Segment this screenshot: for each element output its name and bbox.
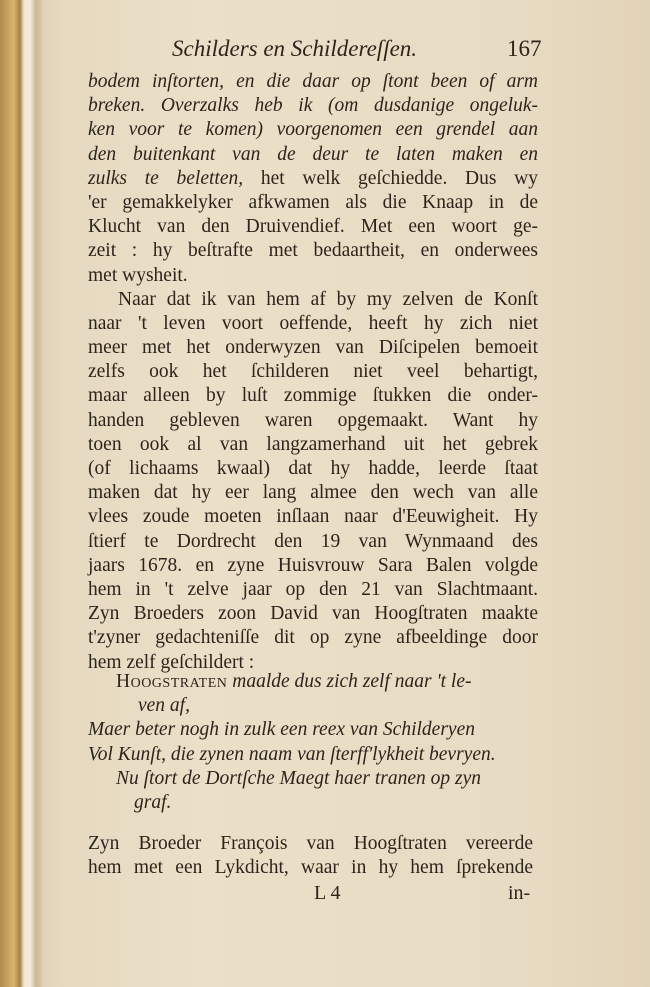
running-title: Schilders en Schildereſſen. — [172, 36, 418, 61]
epitaph-poem — [88, 670, 548, 815]
text-line: den buitenkant van de deur te laten maken en — [88, 143, 538, 165]
text-line — [88, 167, 538, 191]
text-line: t'zyner gedachteniſſe dit op zyne afbeeldinge door — [88, 627, 538, 649]
text-line: met wysheit. — [88, 264, 188, 286]
text-line: naar 't leven voort oeffende, heeft hy zich niet — [88, 312, 538, 334]
running-header — [172, 36, 552, 66]
text-line: hem in 't zelve jaar op den 21 van Slachtmaant. — [88, 578, 538, 600]
poem-line: Maer beter nogh in zulk een reex van Schilderyen — [88, 719, 475, 741]
italic-fragment: zulks te beletten, — [88, 167, 244, 189]
text-line: maar alleen by luſt zommige ſtukken die onder- — [88, 385, 538, 407]
text-line: breken. Overzalks heb ik (om dusdanige ongeluk- — [88, 95, 538, 117]
roman-fragment: het welk geſchiedde. Dus wy — [243, 167, 539, 189]
text-line: zeit : hy beſtrafte met bedaartheit, en onderwees — [88, 240, 538, 262]
poem-line-text: maalde dus zich zelf naar 't le- — [227, 671, 472, 692]
text-line: jaars 1678. en zyne Huisvrouw Sara Balen volgde — [88, 554, 538, 576]
text-line: Zyn Broeders zoon David van Hoogſtraten maakte — [88, 603, 538, 625]
book-spine-gutter — [0, 0, 42, 987]
text-line: toen ook al van langzamerhand uit het gebrek — [88, 433, 538, 455]
text-line: zelfs ook het ſchilderen niet veel behartigt, — [88, 361, 538, 383]
text-line: ken voor te komen) voorgenomen een grendel aan — [88, 119, 538, 141]
text-line: bodem inſtorten, en die daar op ſtont been of arm — [88, 71, 538, 92]
text-line: hem zelf geſchildert : — [88, 651, 255, 673]
text-line: meer met het onderwyzen van Diſcipelen bemoeit — [88, 337, 538, 359]
text-line: Zyn Broeder François van Hoogſtraten vereerde — [88, 833, 533, 854]
poem-name-caps: Hoogstraten — [116, 671, 228, 692]
poem-line — [88, 670, 548, 694]
page-number: 167 — [507, 36, 542, 61]
text-line: handen gebleven waren opgemaakt. Want hy — [88, 409, 538, 431]
text-line: ſtierf te Dordrecht den 19 van Wynmaand des — [88, 530, 538, 552]
catchword: in- — [508, 882, 531, 904]
text-line: Klucht van den Druivendief. Met een woort ge- — [88, 216, 538, 238]
signature-mark: L 4 — [314, 882, 341, 904]
poem-line: ven af, — [138, 695, 190, 717]
poem-line: Nu ſtort de Dortſche Maegt haer tranen op zyn — [116, 767, 482, 789]
text-line: vlees zoude moeten inſlaan naar d'Eeuwigheit. Hy — [88, 506, 538, 528]
text-line: 'er gemakkelyker afkwamen als die Knaap in de — [88, 191, 538, 213]
body-text — [88, 70, 538, 675]
after-poem-text — [88, 832, 533, 880]
text-line: Naar dat ik van hem af by my zelven de Konſt — [118, 288, 538, 310]
text-line: maken dat hy eer lang almee den wech van alle — [88, 482, 538, 504]
poem-line: Vol Kunſt, die zynen naam van ſterff'lykheit bevryen. — [88, 743, 496, 765]
text-line: hem met een Lykdicht, waar in hy hem ſprekende — [88, 857, 533, 879]
text-line: (of lichaams kwaal) dat hy hadde, leerde ſtaat — [88, 458, 538, 479]
poem-line: graf. — [134, 791, 172, 813]
page-footer — [88, 882, 538, 908]
